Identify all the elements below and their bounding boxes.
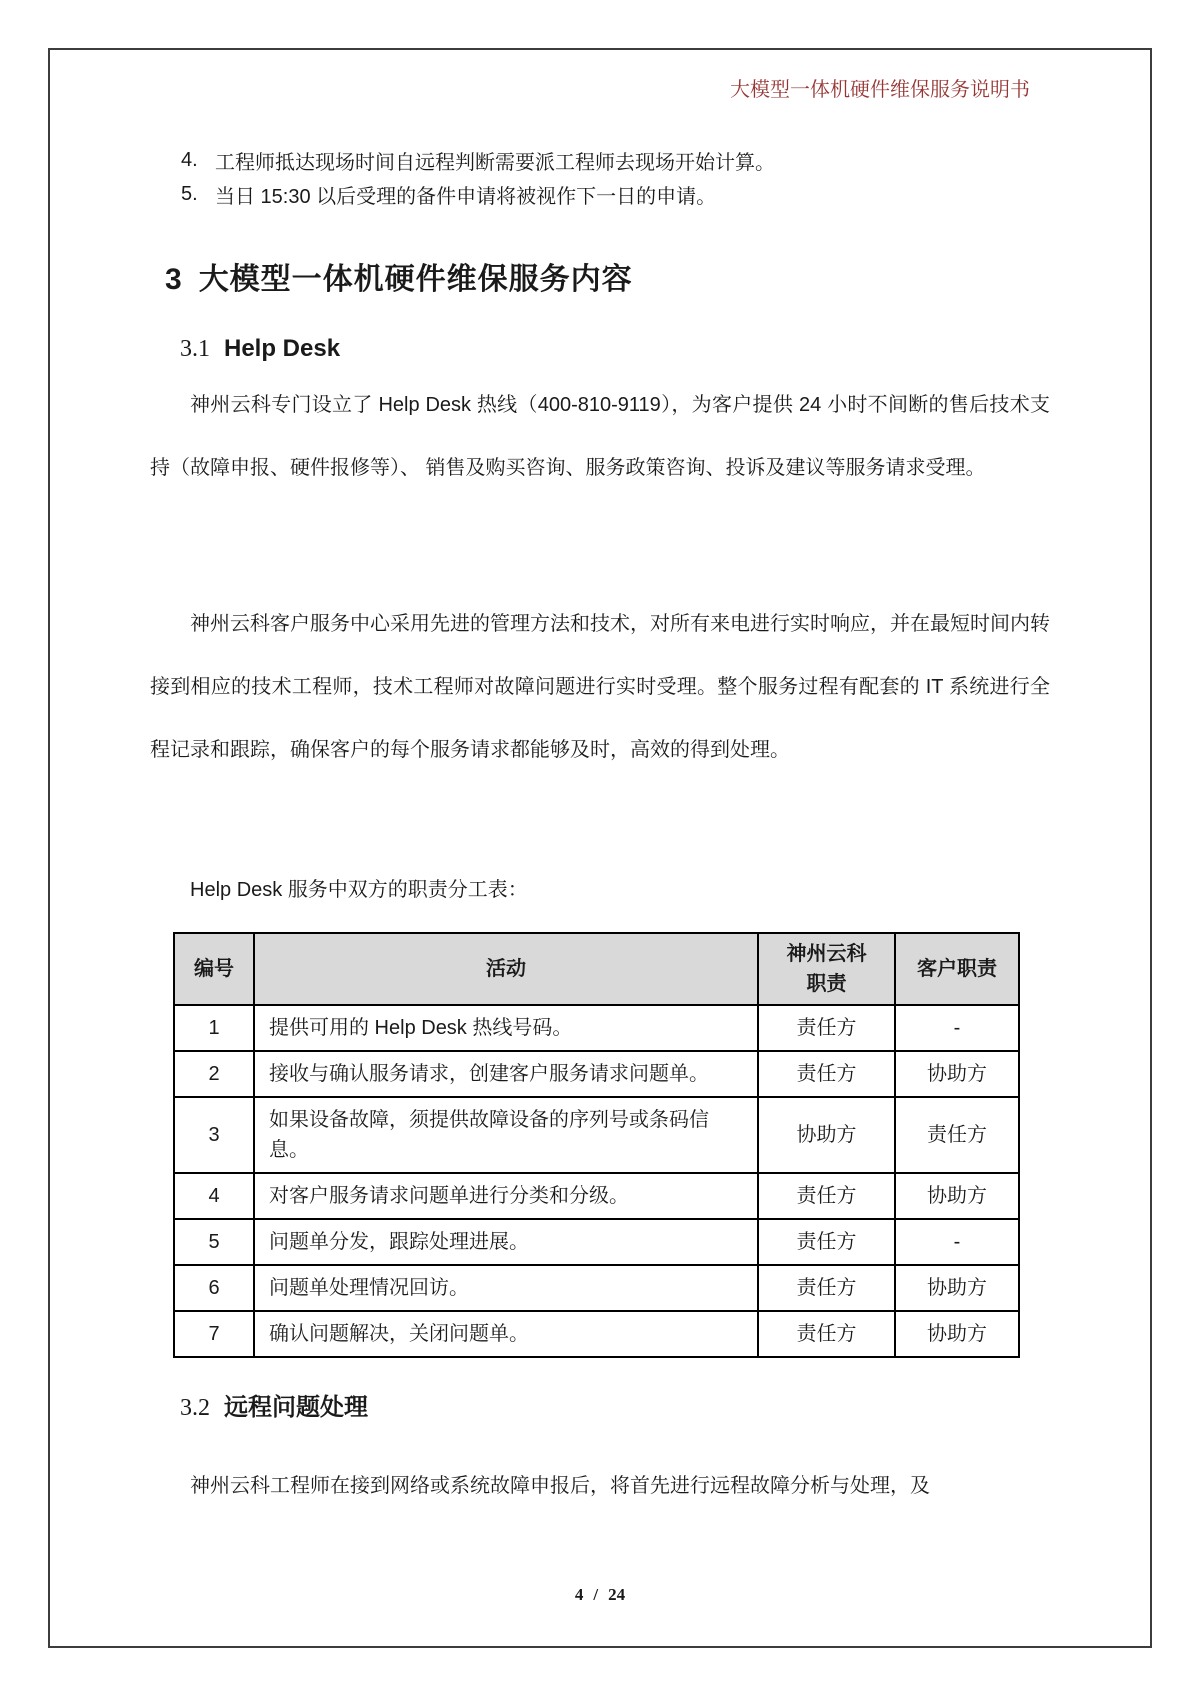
column-header-number: 编号 (174, 933, 254, 1005)
table-body (174, 1005, 1019, 1357)
list-item-number: 5. (181, 182, 198, 205)
list-item (181, 177, 775, 211)
subsection-title: Help Desk (224, 335, 341, 362)
table-cell: 责任方 (758, 1219, 895, 1265)
table-cell: 协助方 (895, 1051, 1019, 1097)
table-cell: 如果设备故障，须提供故障设备的序列号或条码信息。 (254, 1097, 758, 1173)
list-item-text: 当日 15:30 以后受理的备件申请将被视作下一日的申请。 (215, 185, 717, 208)
responsibility-table (173, 932, 1020, 1358)
table-cell: 协助方 (895, 1265, 1019, 1311)
list-item-text: 工程师抵达现场时间自远程判断需要派工程师去现场开始计算。 (215, 151, 775, 174)
table-cell: 责任方 (758, 1005, 895, 1051)
table-cell: 协助方 (895, 1311, 1019, 1357)
table-cell: 7 (174, 1311, 254, 1357)
header-title: 大模型一体机硬件维保服务说明书 (730, 79, 1030, 101)
table-cell: 责任方 (758, 1051, 895, 1097)
table-row (174, 1173, 1019, 1219)
page-footer (0, 1585, 1200, 1605)
table-cell: 6 (174, 1265, 254, 1311)
column-header-provider-role: 神州云科职责 (758, 933, 895, 1005)
section-heading (165, 254, 633, 298)
table-cell: 接收与确认服务请求，创建客户服务请求问题单。 (254, 1051, 758, 1097)
table-cell: 1 (174, 1005, 254, 1051)
paragraph-service-center: 神州云科客户服务中心采用先进的管理方法和技术，对所有来电进行实时响应，并在最短时间内转接到相应的技术工程师，技术工程师对故障问题进行实时受理。整个服务过程有配套的 IT 系统进行全程记录和跟踪，确保客户的每个服务请求都能够及时，高效的得到处理。 (150, 613, 1050, 761)
subsection-title: 远程问题处理 (224, 1394, 368, 1421)
page-header (150, 77, 1030, 103)
table-cell: 责任方 (758, 1311, 895, 1357)
subsection-heading-helpdesk (180, 335, 340, 363)
subsection-number: 3.1 (180, 336, 210, 362)
table-cell: 问题单分发，跟踪处理进展。 (254, 1219, 758, 1265)
table-cell: - (895, 1005, 1019, 1051)
table-cell: 对客户服务请求问题单进行分类和分级。 (254, 1173, 758, 1219)
footer-current-page: 4 (574, 1585, 584, 1604)
table-cell: 提供可用的 Help Desk 热线号码。 (254, 1005, 758, 1051)
table-cell: 责任方 (895, 1097, 1019, 1173)
table-cell: 4 (174, 1173, 254, 1219)
section-title: 大模型一体机硬件维保服务内容 (198, 263, 633, 296)
paragraph-remote-intro: 神州云科工程师在接到网络或系统故障申报后，将首先进行远程故障分析与处理，及 (190, 1475, 930, 1497)
table-header-row (174, 933, 1019, 1005)
subsection-number: 3.2 (180, 1395, 210, 1421)
paragraph-helpdesk-intro: 神州云科专门设立了 Help Desk 热线（400-810-9119），为客户提供 24 小时不间断的售后技术支持（故障申报、硬件报修等）、 销售及购买咨询、服务政策咨询、投诉及建议等服务请求受理。 (150, 394, 1050, 479)
footer-total-pages: 24 (608, 1585, 626, 1604)
table-row (174, 1097, 1019, 1173)
table-cell: 协助方 (758, 1097, 895, 1173)
footer-separator: / (593, 1585, 599, 1604)
subsection-heading-remote (180, 1387, 368, 1422)
table-row (174, 1265, 1019, 1311)
table-row (174, 1005, 1019, 1051)
table-cell: 5 (174, 1219, 254, 1265)
table-cell: 确认问题解决，关闭问题单。 (254, 1311, 758, 1357)
column-header-customer-role: 客户职责 (895, 933, 1019, 1005)
list-item-number: 4. (181, 148, 198, 171)
table-cell: 责任方 (758, 1265, 895, 1311)
table-cell: 协助方 (895, 1173, 1019, 1219)
table-cell: 2 (174, 1051, 254, 1097)
table-row (174, 1051, 1019, 1097)
table-caption: Help Desk 服务中双方的职责分工表： (190, 879, 528, 901)
table-cell: 3 (174, 1097, 254, 1173)
intro-numbered-list (181, 143, 775, 211)
table-cell: 问题单处理情况回访。 (254, 1265, 758, 1311)
list-item (181, 143, 775, 177)
section-number: 3 (165, 263, 183, 296)
table-row (174, 1219, 1019, 1265)
table-cell: 责任方 (758, 1173, 895, 1219)
table-cell: - (895, 1219, 1019, 1265)
table-row (174, 1311, 1019, 1357)
column-header-activity: 活动 (254, 933, 758, 1005)
